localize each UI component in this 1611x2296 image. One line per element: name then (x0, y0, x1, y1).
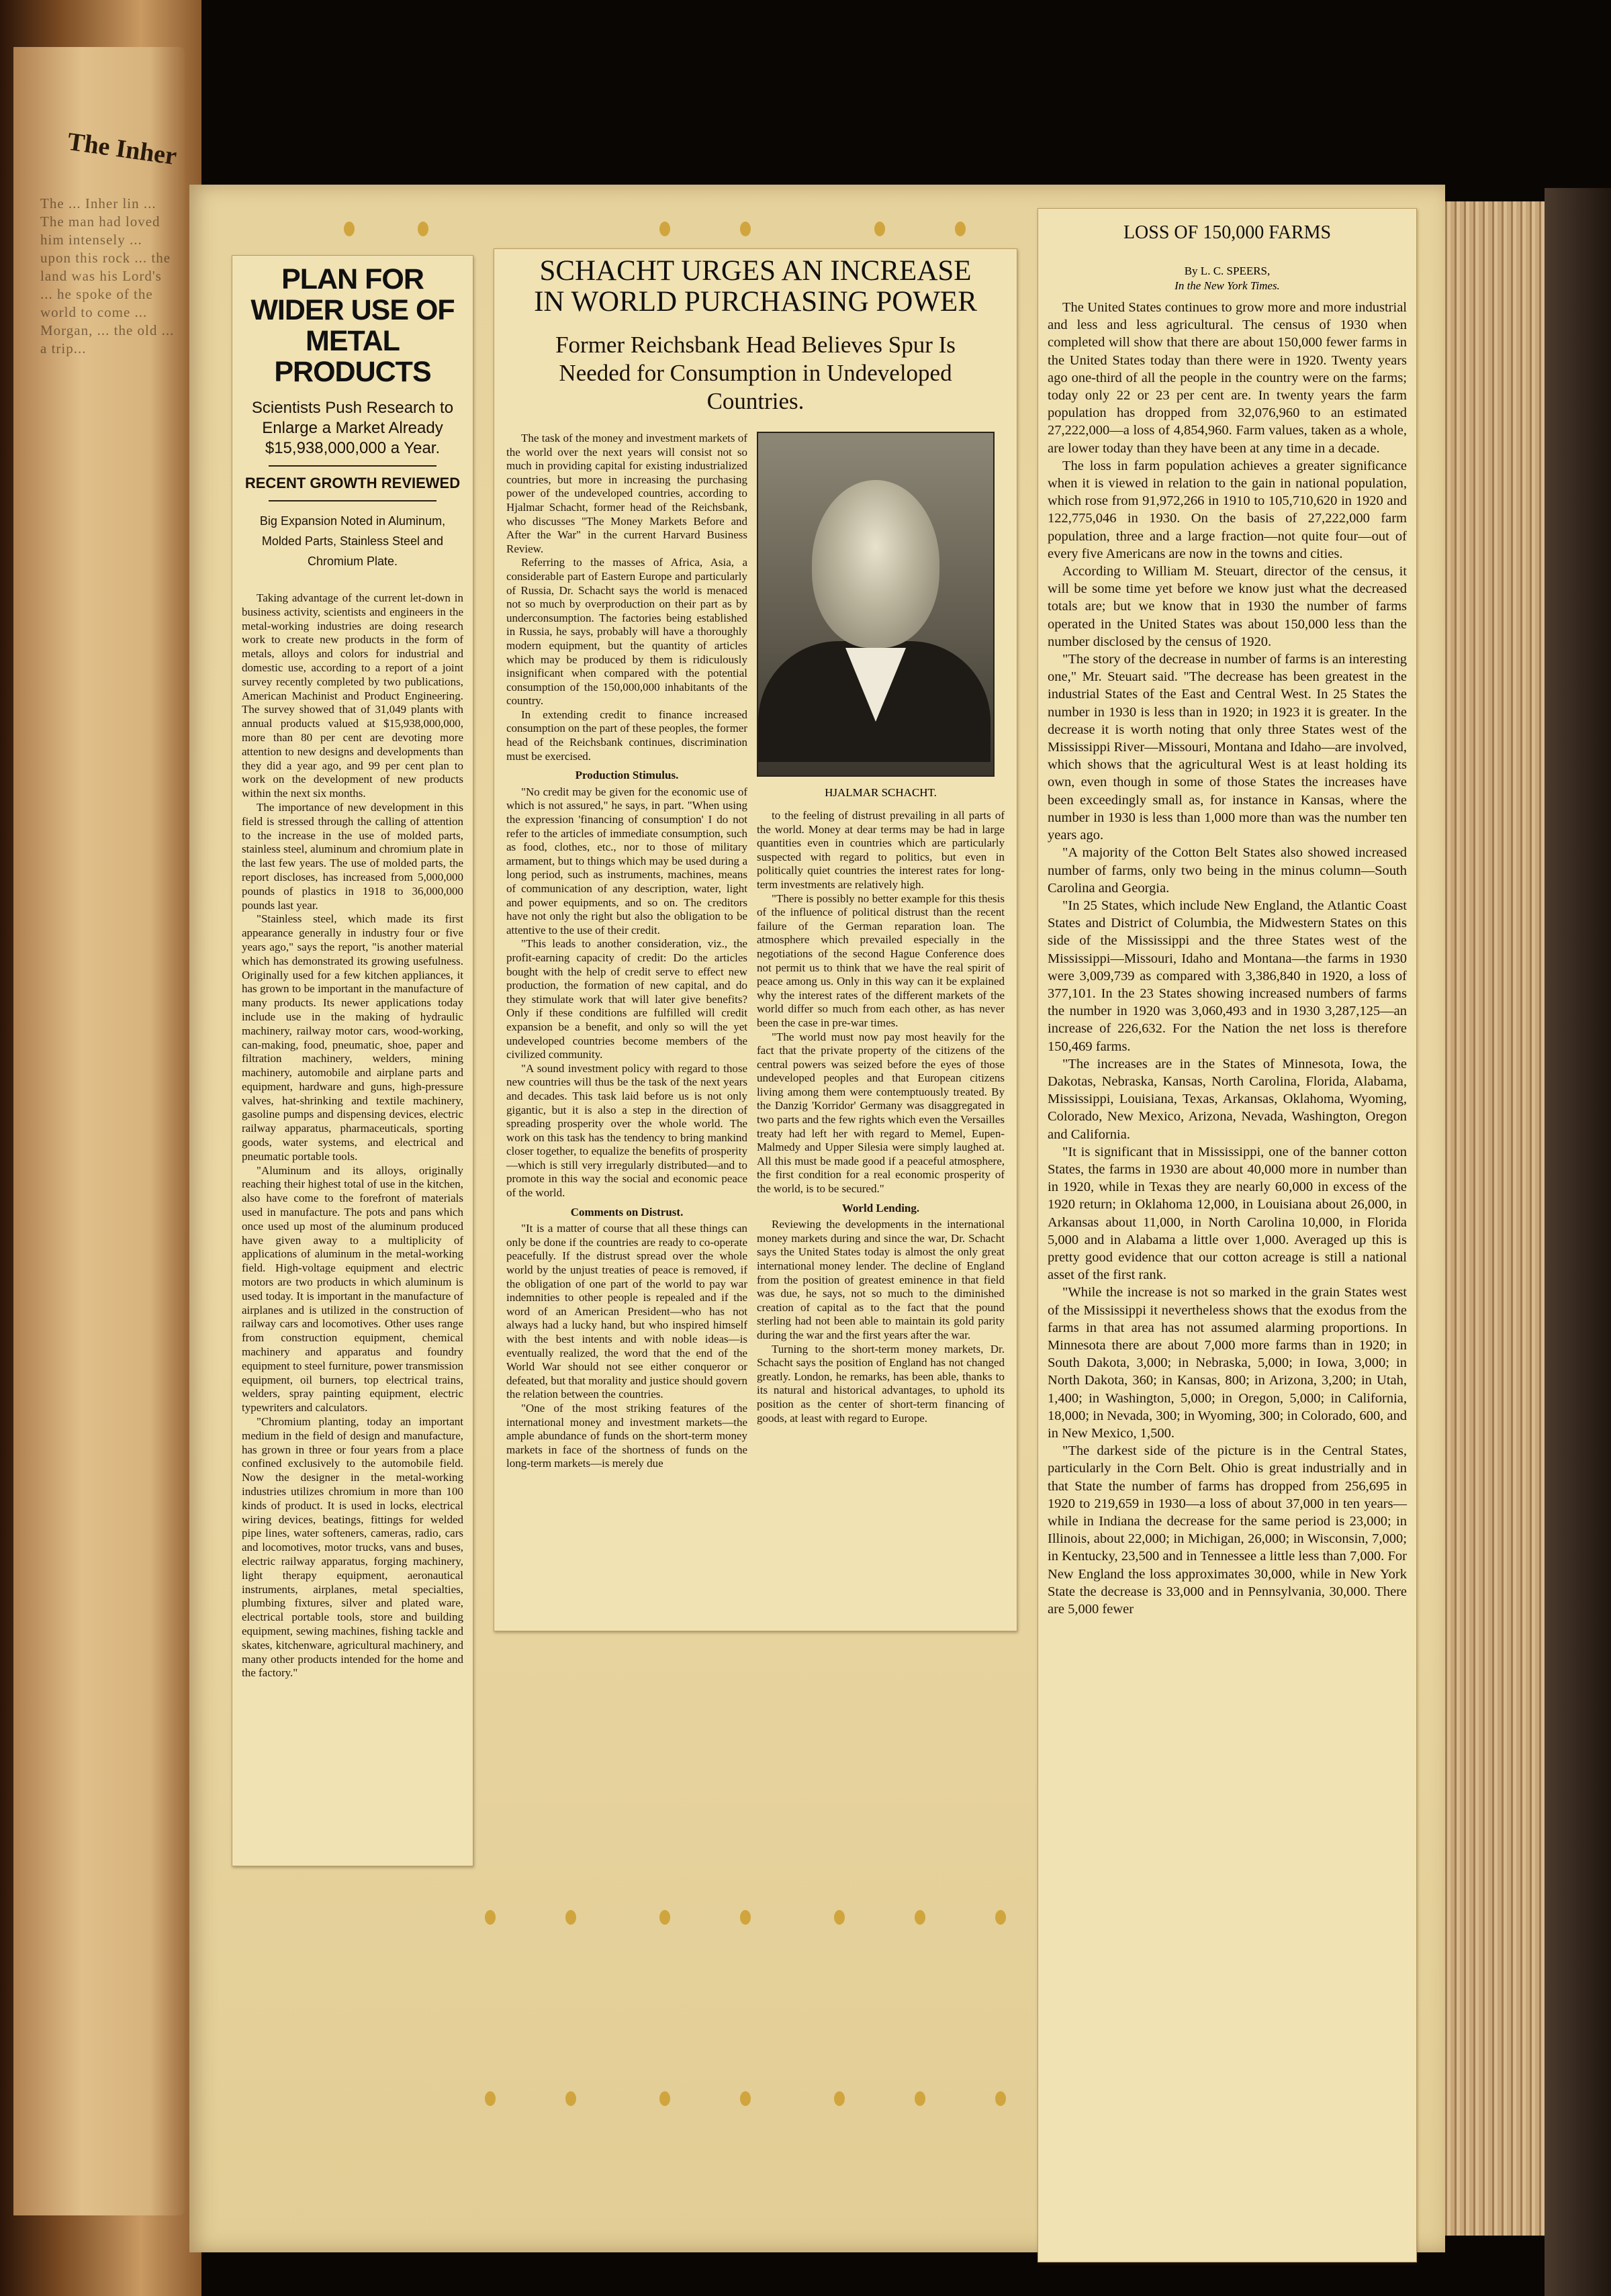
paragraph: Taking advantage of the current let-down in business activity, scientists and engineers in the metal-working industries are doing research work to create new products in the form of metals, alloys and colors for industrial and domestic use, according to a report of a joint survey recently completed by two publications, American Machinist and Product Engineering. The survey showed that of 31,049 plants with annual products valued at $15,938,000,000, more than 80 per cent are devoting more attention to new designs and developments than they did a year ago, and 99 per cent plan to work on the development of new products within the next six months. (242, 591, 463, 800)
punch-hole (740, 222, 751, 236)
headline-schacht: SCHACHT URGES AN INCREASE IN WORLD PURCHASING POWER (534, 255, 977, 318)
paragraph: to the feeling of distrust prevailing in all parts of the world. Money at dear terms may be had in large quantities even in countries which are particularly suspected with regard to politics, but even in politically quiet countries the interest rates for long-term investments are relatively high. (757, 809, 1005, 891)
paragraph: "The world must now pay most heavily for the fact that the private property of the citizens of the central powers was seized before the eyes of those undeveloped peoples and that European citizens living among them were contemptuously treated. By the Danzig 'Korridor' Germany was disaggregated in two parts and the few rights which even the Versailles treaty had left her with regard to Memel, Eupen-Malmedy and Upper Silesia were simply laughed at. All this must be made good if a peaceful atmosphere, the first condition for a real economic prosperity of the world, is to be secured." (757, 1030, 1005, 1196)
punch-hole (485, 1910, 496, 1925)
paragraph: "Aluminum and its alloys, originally reaching their highest total of use in the kitchen, also have come to the forefront of materials used in manufacture. The pots and pans which once used up most of the aluminum produced have given away to a multiplicity of applications of aluminum in the metal-working field. High-voltage equipment and electric motors are two products in which aluminum is used today. It is important in the manufacture of airplanes and is utilized in the construction of railway cars and locomotives. Other uses range from construction equipment, chemical machinery and apparatus and foundry equipment to steel furniture, power transmission equipment, oil burners, top electrical trains, welders, spray painting equipment, electric typewriters and calculators. (242, 1163, 463, 1415)
photo-hjalmar-schacht (757, 432, 995, 777)
punch-hole (565, 2091, 576, 2106)
byline-source: In the New York Times. (1175, 279, 1280, 292)
paragraph: "Stainless steel, which made its first appearance generally in industry four or five years ago," says the report, "is another material which has demonstrated its growing usefulness. Originally used for a few kitchen appliances, it has grown to be important in the manufacture of many products. Its newer applications today include use in the making of hydraulic machinery, railway motor cars, wood-working, can-making, food, pneumatic, shoe, paper and filtration machinery, welders, mining machinery, automobile and airplane parts and equipment, hardware and guns, high-pressure valves, hat-shrinking and textile machinery, gasoline pumps and dispensing devices, electric railway apparatus, pharmaceuticals, sporting goods, water systems, and electrical and pneumatic portable tools. (242, 912, 463, 1163)
paragraph: "It is a matter of course that all these things can only be done if the countries are ready to co-operate peacefully. If the distrust spread over the whole world by the unjust treaties of peace is removed, if the obligation of one part of the world to pay war indemnities to other people is repealed and if the word of an American President—who has not always had a lucky hand, but who inspired himself with the best intents and with noble ideas—is eventually realized, the word that the end of the World War should not see either conqueror or defeated, but that morality and justice should govern the relation between the countries. (506, 1222, 748, 1401)
clipping-schacht (494, 248, 1017, 1631)
subhead-production-stimulus: Production Stimulus. (575, 769, 679, 782)
punch-hole (344, 222, 355, 236)
paragraph: "One of the most striking features of the international money and investment markets—the ample abundance of funds on the short-term money markets in face of the shortness of funds on the long-term markets—is merely due (506, 1401, 748, 1470)
punch-hole (565, 1910, 576, 1925)
rule (269, 500, 436, 501)
paragraph: "The story of the decrease in number of farms is an interesting one," Mr. Steuart said. "The decrease has been greatest in the industrial States of the East and Central West. In 25 States the number in 1930 is less than in 1920; in 1923 it is greater. In the decrease it is worth noting that only three States west of the Mississippi River—Missouri, Montana and Idaho—are involved, which shows that the agricultural West is at least holding its own, even though in some of those States the increases have been exceedingly small as, for instance in Kansas, where the number in 1930 is less than 1,000 more than was the number ten years ago. (1048, 652, 1407, 843)
paragraph: "A sound investment policy with regard to those new countries will thus be the task of the next years and decades. This task laid before us is not only gigantic, but it is also a step in the direction of spreading prosperity over the whole world. The work on this task has the tendency to bring mankind closer together, to equalize the benefits of prosperity—which is still very irregularly distributed—and to promote in this way the social and economic peace of the world. (506, 1061, 748, 1200)
punch-hole (955, 222, 966, 236)
punch-hole (740, 2091, 751, 2106)
paragraph: "In 25 States, which include New England, the Atlantic Coast States and District of Columbia, the Midwestern States on this side of the Mississippi and the three States west of the Mississippi—Missouri, Idaho and Montana—the farms in 1930 were 3,009,739 as compared with 3,386,840 in 1920, a loss of 377,101. In the 23 States showing increased numbers of farms the number in 1920 was 3,060,493 and in 1930 3,287,125—an increase of 226,632. For the Nation the net loss is therefore 150,469 farms. (1048, 898, 1407, 1054)
deck-metal-products: Scientists Push Research to Enlarge a Market Already $15,938,000,000 a Year. (251, 399, 454, 457)
headline-metal-products: PLAN FOR WIDER USE OF METAL PRODUCTS (250, 263, 455, 388)
paragraph: "There is possibly no better example for this thesis of the influence of political distrust than the recent failure of the German reparation loan. The atmosphere which prevailed especially in the negotiations of the second Hague Conference does not permit us to think that we have the real spirit of peace among us. Only in this way can it be explained why the interest rates of the different markets of the world differ so much from each other, as has never been the case in pre-war times. (757, 892, 1005, 1029)
paragraph: "While the increase is not so marked in the grain States west of the Mississippi it nevertheless shows that the exodus from the farms in that area has not assumed alarming proportions. In Minnesota there are about 7,000 more farms than in 1920; in South Dakota, 3,000; in Nebraska, 5,000; in Iowa, 3,000; in North Dakota, 360; in Kansas, 800; in Arizona, 3,200; in Utah, 1,400; in Washington, 5,000; in Oregon, 5,000; in California, 18,000; in Nevada, 300; in Wyoming, 300; in Colorado, 600, and in New Mexico, 1,500. (1048, 1285, 1407, 1441)
paragraph: Referring to the masses of Africa, Asia, a considerable part of Eastern Europe and particularly of Russia, Dr. Schacht says the world is menaced not so much by overproduction on their part as by underconsumption. The factories being established in Russia, he says, probably will have a thoroughly modern equipment, but the quantity of articles which may be produced by them is ridiculously insignificant when compared with the potential consumption of the 150,000,000 inhabitants of the country. (506, 556, 748, 708)
punch-hole (659, 1910, 670, 1925)
body-loss-of-farms (1048, 299, 1407, 1618)
body-metal-products (242, 591, 463, 1680)
punch-hole (915, 1910, 925, 1925)
paragraph: In extending credit to finance increased consumption on the part of these peoples, the former head of the Reichsbank continues, discrimination must be exercised. (506, 708, 748, 763)
punch-hole (740, 1910, 751, 1925)
paragraph: "This leads to another consideration, viz., the profit-earning capacity of credit: Do the articles bought with the help of credit serve to effect new production, the formation of new capital, and do they stimulate work that will later give benefits? Only if these conditions are fulfilled will credit expansion be a benefit, and only so will the yet undeveloped countries become members of the civilized community. (506, 937, 748, 1061)
punch-hole (418, 222, 428, 236)
paragraph: "The increases are in the States of Minnesota, Iowa, the Dakotas, Nebraska, Kansas, North Carolina, Florida, Alabama, Mississippi, Louisiana, Texas, Arkansas, Oklahoma, Wyoming, Colorado, New Mexico, Arizona, Nevada, Washington, Oregon and California. (1048, 1056, 1407, 1142)
rule (269, 465, 436, 467)
punch-hole (995, 2091, 1006, 2106)
punch-hole (834, 2091, 845, 2106)
paragraph: "It is significant that in Mississippi, one of the banner cotton States, the farms in 1930 are about 40,000 more in number than in 1920, while in Texas they are nearly 60,000 in excess of the 1920 return; in Oklahoma 12,000, in Louisiana about 26,000, in Arkansas about 11,000, in North Carolina 10,000, in Florida 5,000 and in Alabama a little over 1,000. Averaged up this is pretty good evidence that our cotton acreage is still a national asset of the first rank. (1048, 1144, 1407, 1283)
left-page-title: The Inher (65, 127, 179, 171)
paragraph: Reviewing the developments in the international money markets during and since the war, Dr. Schacht says the United States today is almost the only great international money lender. The decline of England from the position of greatest eminence in that field was due, he says, not so much to the diminished creation of capital as to the fact that the pound sterling had not been able to maintain its gold parity during the war and the first years after the war. (757, 1218, 1005, 1341)
punch-hole (485, 2091, 496, 2106)
punch-hole (995, 1910, 1006, 1925)
headline-loss-of-farms: LOSS OF 150,000 FARMS (1123, 222, 1332, 243)
punch-hole (834, 1910, 845, 1925)
left-page (13, 47, 185, 2215)
clipping-metal-products (232, 255, 473, 1866)
byline-author: By L. C. SPEERS, (1184, 265, 1271, 277)
deck-schacht: Former Reichsbank Head Believes Spur Is Needed for Consumption in Undeveloped Countries. (555, 332, 956, 414)
subhead-comments-distrust: Comments on Distrust. (570, 1205, 684, 1218)
punch-hole (659, 2091, 670, 2106)
photo-caption: HJALMAR SCHACHT. (825, 786, 937, 799)
paragraph: "A majority of the Cotton Belt States also showed increased number of farms, only two being in the minus column—South Carolina and Georgia. (1048, 845, 1407, 896)
paragraph: Turning to the short-term money markets, Dr. Schacht says the position of England has not changed greatly. London, he remarks, has been able, thanks to its natural and historical advantages, to uphold its position as the center of short-term financing of goods, at least with regard to Europe. (757, 1342, 1005, 1425)
left-page-text: The ... Inher lin ... The man had loved him intensely ... upon this rock ... the land was his Lord's ... he spoke of the world to come ... Morgan, ... the old ... a trip... (40, 195, 175, 356)
schacht-column-1 (506, 432, 747, 1471)
subdeck-big-expansion: Big Expansion Noted in Aluminum, Molded Parts, Stainless Steel and Chromium Plate. (259, 514, 446, 568)
punch-hole (915, 2091, 925, 2106)
subhead-world-lending: World Lending. (841, 1201, 920, 1214)
punch-hole (659, 222, 670, 236)
paragraph: The loss in farm population achieves a greater significance when it is viewed in relation to the gain in national population, which rose from 91,972,266 in 1910 to 105,710,620 in 1920 and 122,775,046 in 1930. On the basis of 27,222,000 farm population, three and a large fraction—not quite four—out of every five Americans are now in the towns and cities. (1048, 458, 1407, 561)
paragraph: The task of the money and investment markets of the world over the next years will consist not so much in providing capital for existing industrialized countries, but more in increasing the purchasing power of the undeveloped countries, according to Hjalmar Schacht, former head of the Reichsbank, who discusses "The Money Markets Before and After the War" in the current Harvard Business Review. (506, 432, 748, 555)
paragraph: "Chromium planting, today an important medium in the field of design and manufacture, has grown in three or four years from a place confined exclusively to the automobile field. Now the designer in the metal-working industries utilizes chromium in more than 100 kinds of product. It is used in locks, electrical wiring devices, beatings, fittings for welded pipe lines, water softeners, cameras, radio, cars and locomotives, motor trucks, vans and buses, electric railway apparatus, forging machinery, light therapy equipment, aeronautical instruments, airplanes, metal specialties, plumbing fixtures, silver and plated ware, electrical portable tools, store and building equipment, sewing machines, fishing tackle and skates, kitchenware, agricultural machinery, and many other products intended for the home and the factory." (242, 1415, 463, 1680)
photo-face (812, 480, 939, 648)
clipping-loss-of-farms (1038, 208, 1417, 2262)
paragraph: "No credit may be given for the economic use of which is not assured," he says, in part. "When using the expression 'financing of consumption' I do not refer to the articles of immediate consumption, such as food, clothes, etc., nor to those of military armament, but to things which may be used during a long period, such as instruments, machines, means of communication of any description, water, light and power equipments, and so on. The creditors have not only the right but also the obligation to be attentive to the use of their credit. (506, 785, 748, 937)
subdeck-recent-growth: RECENT GROWTH REVIEWED (244, 475, 461, 491)
schacht-column-2 (757, 809, 1005, 1425)
paragraph: The United States continues to grow more and more industrial and less and less agricultural. The census of 1930 when completed will show that there are about 150,000 fewer farms in the United States today than there were in 1920. Twenty years ago one-third of all the people in the country were on the farms; today only 22 or 23 per cent are. In twenty years the farm population has dropped from 32,076,960 to an estimated 27,222,000—a loss of 4,854,960. Farm values, taken as a whole, are lower today than they have been at any time in a decade. (1048, 300, 1407, 456)
book-right-cover (1545, 188, 1611, 2296)
paragraph: "The darkest side of the picture is in the Central States, particularly in the Corn Belt. Ohio is great industrially and in that State the number of farms has dropped from 256,695 in 1920 to 219,659 in 1930—a loss of about 37,000 in ten years—while in Indiana the decrease for the same period is 23,000; in Illinois, about 22,000; in Michigan, 26,000; in Wisconsin, 7,000; in Kentucky, 23,500 and in Tennessee a little less than 7,000. For New England the loss approximates 30,000, while in New York State the decrease is 33,000 and in Pennsylvania, 30,000. There are 5,000 fewer (1048, 1443, 1407, 1617)
paragraph: The importance of new development in this field is stressed through the calling of attention to the increase in the use of molded parts, stainless steel, aluminum and chromium plate in the last few years. The use of molded parts, the report discloses, has increased from 5,000,000 pounds of plastics in 1918 to 36,000,000 pounds last year. (242, 800, 463, 912)
paragraph: According to William M. Steuart, director of the census, it will be some time yet before we know just what the decreased totals are; but we know that in 1930 the number of farms operated in the United States was about 150,000 less than the number disclosed by the census of 1920. (1048, 564, 1407, 649)
punch-hole (874, 222, 885, 236)
